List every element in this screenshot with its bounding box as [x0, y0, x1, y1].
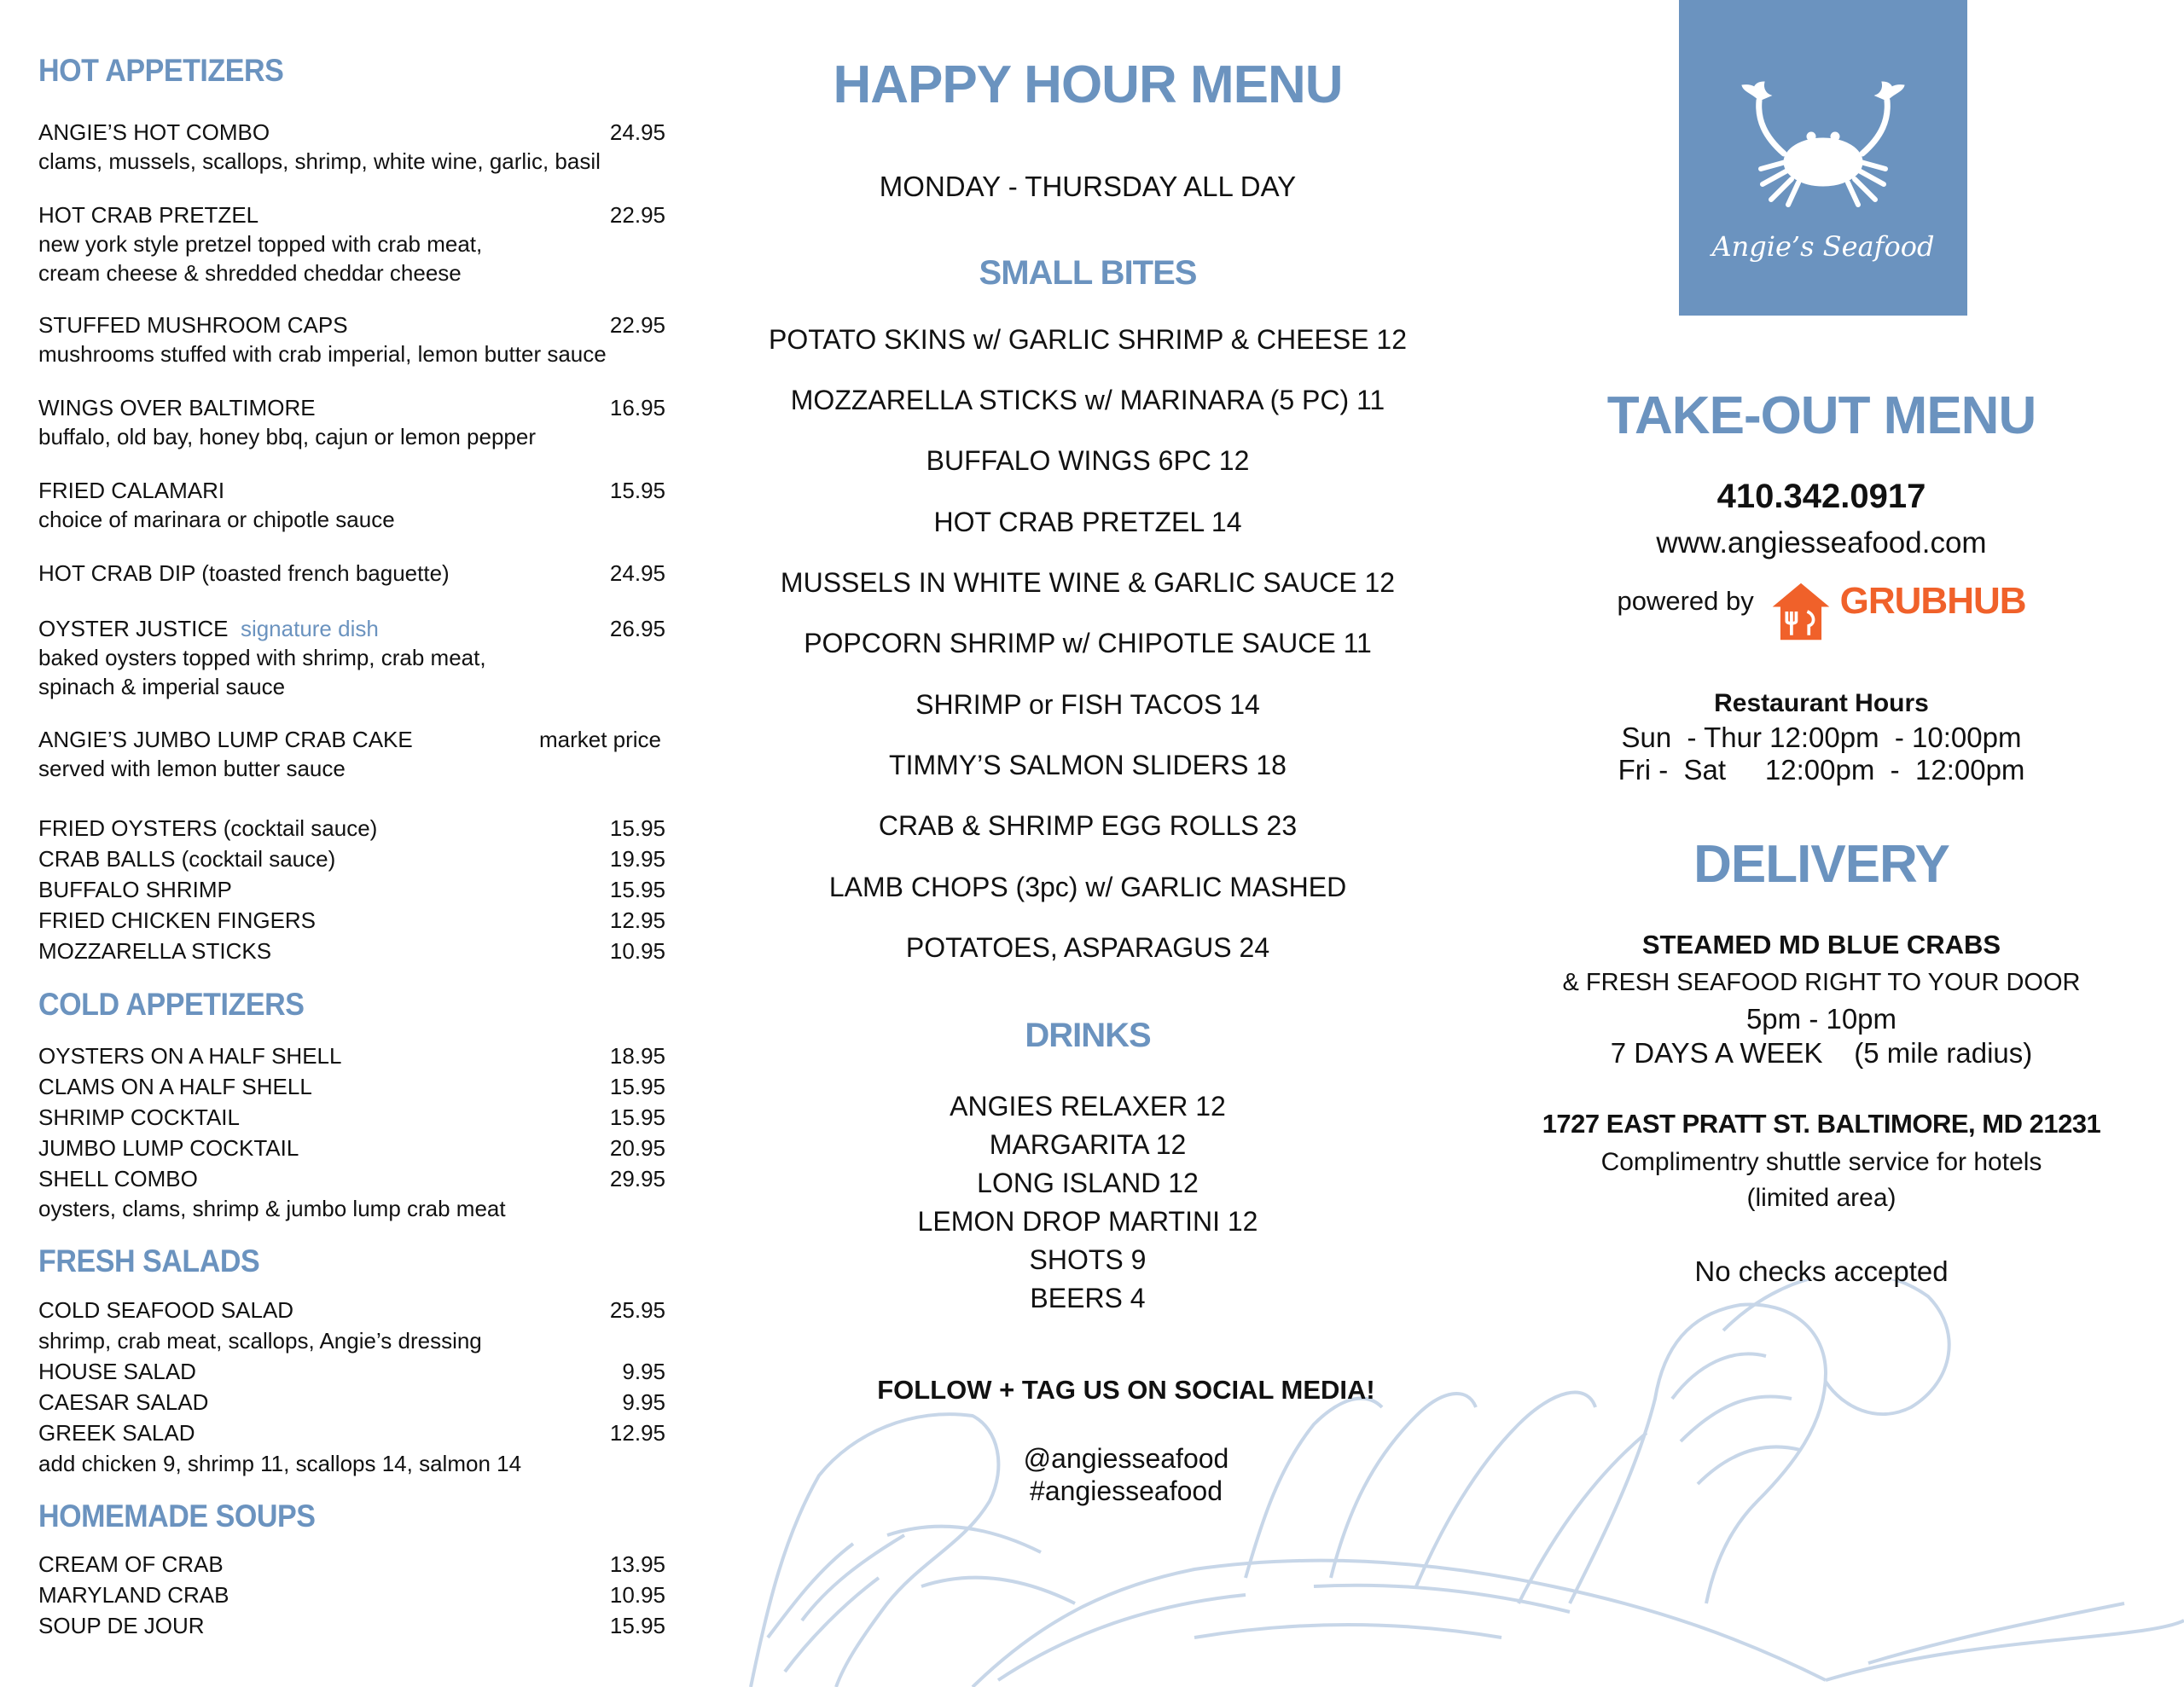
list-item: MOZZARELLA STICKS w/ MARINARA (5 PC) 11	[790, 385, 1385, 415]
list-item: LEMON DROP MARTINI 12	[917, 1206, 1258, 1237]
fresh-salads-title: FRESH SALADS	[38, 1244, 260, 1278]
delivery-headline: STEAMED MD BLUE CRABS	[1641, 930, 2001, 959]
list-item: CAESAR SALAD 9.95	[38, 1389, 665, 1415]
list-item: FRIED OYSTERS (cocktail sauce) 15.95	[38, 815, 665, 841]
social-title: FOLLOW + TAG US ON SOCIAL MEDIA!	[877, 1375, 1375, 1405]
menu-item: STUFFED MUSHROOM CAPS 22.95 mushrooms stuffed with crab imperial, lemon butter sauce	[38, 312, 665, 367]
list-item: MARYLAND CRAB 10.95	[38, 1582, 665, 1608]
social-handle: @angiesseafood	[1023, 1443, 1229, 1474]
hours-title: Restaurant Hours	[1714, 689, 1929, 717]
list-item: MOZZARELLA STICKS 10.95	[38, 938, 665, 964]
phone-number: 410.342.0917	[1716, 478, 1926, 515]
menu-item: WINGS OVER BALTIMORE 16.95 buffalo, old bay, honey bbq, cajun or lemon pepper	[38, 395, 665, 449]
list-item: POPCORN SHRIMP w/ CHIPOTLE SAUCE 11	[804, 628, 1372, 658]
drinks-title: DRINKS	[1025, 1017, 1151, 1054]
social-hashtag: #angiesseafood	[1030, 1475, 1223, 1506]
delivery-time: 5pm - 10pm	[1745, 1003, 1897, 1035]
list-item: CLAMS ON A HALF SHELL 15.95	[38, 1074, 665, 1099]
list-item: BUFFALO WINGS 6PC 12	[926, 445, 1250, 476]
price-list	[38, 813, 695, 966]
menu-item: FRIED CALAMARI 15.95 choice of marinara or chipotle sauce	[38, 478, 665, 532]
signature-dish-tag: signature dish	[240, 616, 379, 641]
grubhub-logo: GRUBHUB	[1839, 580, 2026, 623]
list-item: MUSSELS IN WHITE WINE & GARLIC SAUCE 12	[780, 567, 1396, 598]
happy-hour-schedule: MONDAY - THURSDAY ALL DAY	[879, 171, 1297, 202]
list-item: COLD SEAFOOD SALAD 25.95	[38, 1297, 665, 1323]
list-item: BUFFALO SHRIMP 15.95	[38, 877, 665, 902]
cold-appetizers-title: COLD APPETIZERS	[38, 987, 305, 1022]
list-item: CRAB & SHRIMP EGG ROLLS 23	[878, 810, 1298, 841]
website: www.angiesseafood.com	[1656, 526, 1987, 559]
menu-item: OYSTER JUSTICE signature dish 26.95 baked oysters topped with shrimp, crab meat, spinach & imperial sauce	[38, 616, 665, 699]
list-item: GREEK SALAD 12.95	[38, 1420, 665, 1446]
list-item: LAMB CHOPS (3pc) w/ GARLIC MASHED	[828, 872, 1347, 902]
delivery-title: DELIVERY	[1693, 835, 1949, 894]
hours-weekday: Sun - Thur 12:00pm - 10:00pm	[1621, 722, 2022, 753]
powered-by-label: powered by	[1617, 586, 1754, 617]
list-item: TIMMY’S SALMON SLIDERS 18	[889, 750, 1287, 780]
small-bites-title: SMALL BITES	[979, 254, 1197, 292]
address: 1727 EAST PRATT ST. BALTIMORE, MD 21231	[1542, 1109, 2101, 1139]
list-item: MARGARITA 12	[989, 1129, 1187, 1160]
list-item: SHRIMP or FISH TACOS 14	[915, 689, 1260, 720]
shuttle-note: Complimentry shuttle service for hotels	[1600, 1148, 2042, 1176]
delivery-sub: & FRESH SEAFOOD RIGHT TO YOUR DOOR	[1562, 969, 2081, 996]
menu-item: ANGIE’S HOT COMBO 24.95 clams, mussels, scallops, shrimp, white wine, garlic, basil	[38, 119, 665, 174]
checks-note: No checks accepted	[1694, 1255, 1949, 1287]
list-item: POTATOES, ASPARAGUS 24	[905, 932, 1270, 963]
price-list	[38, 1549, 695, 1641]
hours-weekend: Fri - Sat 12:00pm - 12:00pm	[1618, 754, 2025, 786]
list-item: BEERS 4	[1030, 1283, 1146, 1313]
list-item: POTATO SKINS w/ GARLIC SHRIMP & CHEESE 12	[768, 324, 1408, 355]
list-item: CRAB BALLS (cocktail sauce) 19.95	[38, 846, 665, 872]
list-item: HOT CRAB PRETZEL 14	[933, 507, 1242, 537]
list-item: JUMBO LUMP COCKTAIL 20.95	[38, 1135, 665, 1161]
list-item: SHOTS 9	[1029, 1244, 1147, 1275]
list-item: SHELL COMBO 29.95	[38, 1166, 665, 1191]
delivery-days: 7 DAYS A WEEK (5 mile radius)	[1610, 1037, 2033, 1069]
list-item: OYSTERS ON A HALF SHELL 18.95	[38, 1043, 665, 1069]
menu-item: HOT CRAB PRETZEL 22.95 new york style pretzel topped with crab meat, cream cheese & shredded cheddar cheese	[38, 202, 665, 286]
happy-hour-title: HAPPY HOUR MENU	[833, 55, 1343, 114]
homemade-soups-title: HOMEMADE SOUPS	[38, 1499, 316, 1533]
list-item: LONG ISLAND 12	[977, 1168, 1199, 1198]
menu-item: ANGIE’S JUMBO LUMP CRAB CAKE market price served with lemon butter sauce	[38, 727, 661, 781]
list-item: SHRIMP COCKTAIL 15.95	[38, 1104, 665, 1130]
price-list: COLD SEAFOOD SALAD 25.95 shrimp, crab meat, scallops, Angie’s dressing HOUSE SALAD 9.95 CAESAR SALAD 9.95 GREEK SALAD 12.95 add chicken 9, shrimp 11, scallops 14, salmon 14	[38, 1295, 695, 1479]
price-list: OYSTERS ON A HALF SHELL 18.95 CLAMS ON A HALF SHELL 15.95 SHRIMP COCKTAIL 15.95 JUMBO LUMP COCKTAIL 20.95 SHELL COMBO 29.95 oysters, clams, shrimp & jumbo lump crab meat	[38, 1041, 695, 1223]
brand-logo	[1679, 0, 1967, 316]
list-item: FRIED CHICKEN FINGERS 12.95	[38, 907, 665, 933]
list-item: HOUSE SALAD 9.95	[38, 1359, 665, 1384]
crab-icon	[1679, 0, 1967, 316]
list-item: CREAM OF CRAB 13.95	[38, 1551, 665, 1577]
grubhub-house-icon	[1769, 580, 1833, 643]
list-item: ANGIES RELAXER 12	[950, 1091, 1226, 1122]
shuttle-limit: (limited area)	[1746, 1184, 1896, 1212]
hot-appetizers-title: HOT APPETIZERS	[38, 53, 284, 88]
menu-item: HOT CRAB DIP (toasted french baguette) 24.95	[38, 560, 665, 586]
logo-text: Angie’s Seafood	[1711, 230, 1935, 263]
list-item: SOUP DE JOUR 15.95	[38, 1613, 665, 1638]
takeout-title: TAKE-OUT MENU	[1606, 386, 2036, 445]
grubhub-badge	[1527, 580, 2116, 655]
